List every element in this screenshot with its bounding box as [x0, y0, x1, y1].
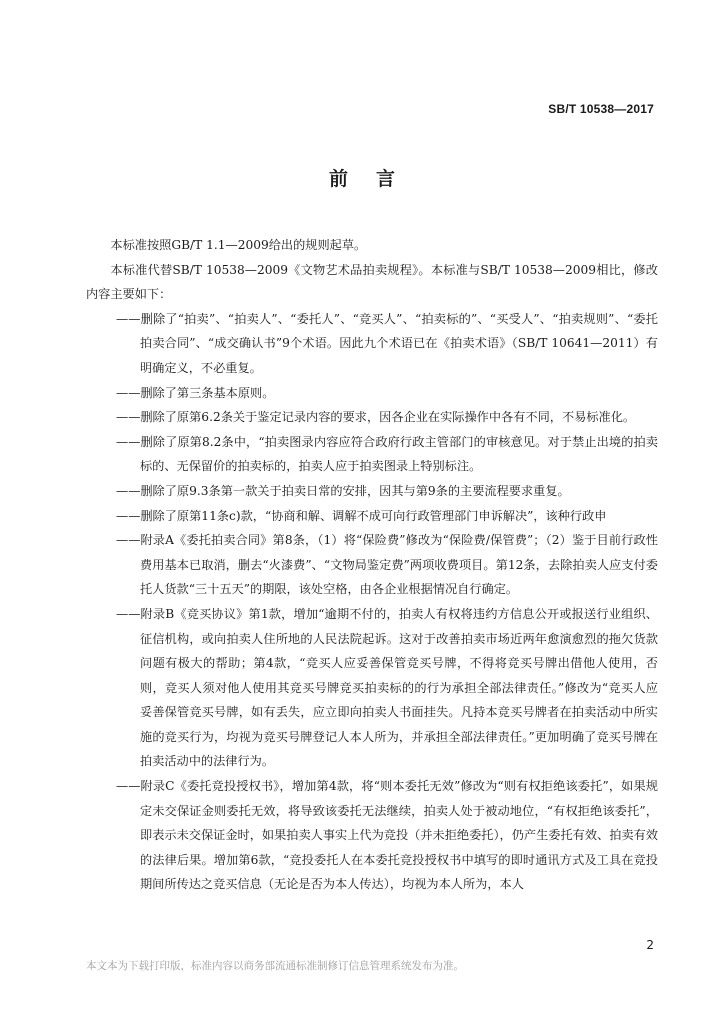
change-item: ——删除了第三条基本原则。 — [116, 385, 275, 400]
standard-code: SB/T 10538—2017 — [548, 102, 654, 116]
change-item: ——附录C《委托竞投授权书》，增加第4款，将“则本委托无效”修改为“则有权拒绝该委托”，如果规定未交保证金则委托无效，将导致该委托无法继续，拍卖人处于被动地位，“有权拒绝该委托”，即表示未交保证金时，如果拍卖人事实上代为竞投（并未拒绝委托），仍产生委托有效、拍卖有效的法律后果。增加第6款，“竞投委托人在本委托竞投授权书中填写的即时通讯方式及工具在竞投期间所传达之竞买信息（无论是否为本人传达），均视为本人所为，本人 — [116, 779, 658, 892]
intro-paragraph: 本标准按照GB/T 1.1—2009给出的规则起草。 — [110, 238, 367, 252]
change-item: ——删除了原9.3条第一款关于拍卖日常的安排，因其与第9条的主要流程要求重复。 — [116, 483, 570, 498]
change-item: ——删除了原第6.2条关于鉴定记录内容的要求，因各企业在实际操作中各有不同，不易标准化。 — [116, 410, 636, 425]
footer-note: 本文本为下载打印版，标准内容以商务部流通标准制修订信息管理系统发布为准。 — [86, 960, 464, 972]
change-item: ——删除了“拍卖”、“拍卖人”、“委托人”、“竞买人”、“拍卖标的”、“买受人”、“拍卖规则”、“委托拍卖合同”、“成交确认书”9个术语。因此九个术语已在《拍卖术语》（SB/T 10641—2011）有明确定义，不必重复。 — [116, 311, 658, 375]
change-item: ——附录B《竞买协议》第1款，增加“逾期不付的，拍卖人有权将违约方信息公开或报送行业组织、征信机构，或向拍卖人住所地的人民法院起诉。这对于改善拍卖市场近两年愈演愈烈的拖欠货款问题有极大的帮助；第4款，“竞买人应妥善保管竞买号牌，不得将竞买号牌出借他人使用，否则，竞买人须对他人使用其竞买号牌竞买拍卖标的的行为承担全部法律责任。”修改为“竞买人应妥善保管竞买号牌，如有丢失，应立即向拍卖人书面挂失。凡持本竞买号牌者在拍卖活动中所实施的竞买行为，均视为竞买号牌登记人本人所为，并承担全部法律责任。”更加明确了竞买号牌在拍卖活动中的法律行为。 — [116, 606, 658, 769]
document-body — [86, 233, 658, 897]
change-item: ——删除了原第11条c)款，“协商和解、调解不成可向行政管理部门申诉解决”，该种行政申 — [116, 508, 607, 523]
page-title: 前言 — [328, 168, 423, 190]
page-number: 2 — [646, 938, 654, 952]
change-item: ——删除了原第8.2条中，“拍卖图录内容应符合政府行政主管部门的审核意见。对于禁止出境的拍卖标的、无保留价的拍卖标的，拍卖人应于拍卖图录上特别标注。 — [116, 434, 658, 474]
change-item: ——附录A《委托拍卖合同》第8条，（1）将“保险费”修改为“保险费/保管费”；（2）鉴于目前行政性费用基本已取消，删去“火漆费”、“文物局鉴定费”两项收费项目。第12条，去除拍卖人应支付委托人货款“三十五天”的期限，该处空格，由各企业根据情况自行确定。 — [116, 533, 658, 597]
intro-paragraph: 本标准代替SB/T 10538—2009《文物艺术品拍卖规程》。本标准与SB/T 10538—2009相比，修改内容主要如下： — [86, 262, 658, 302]
